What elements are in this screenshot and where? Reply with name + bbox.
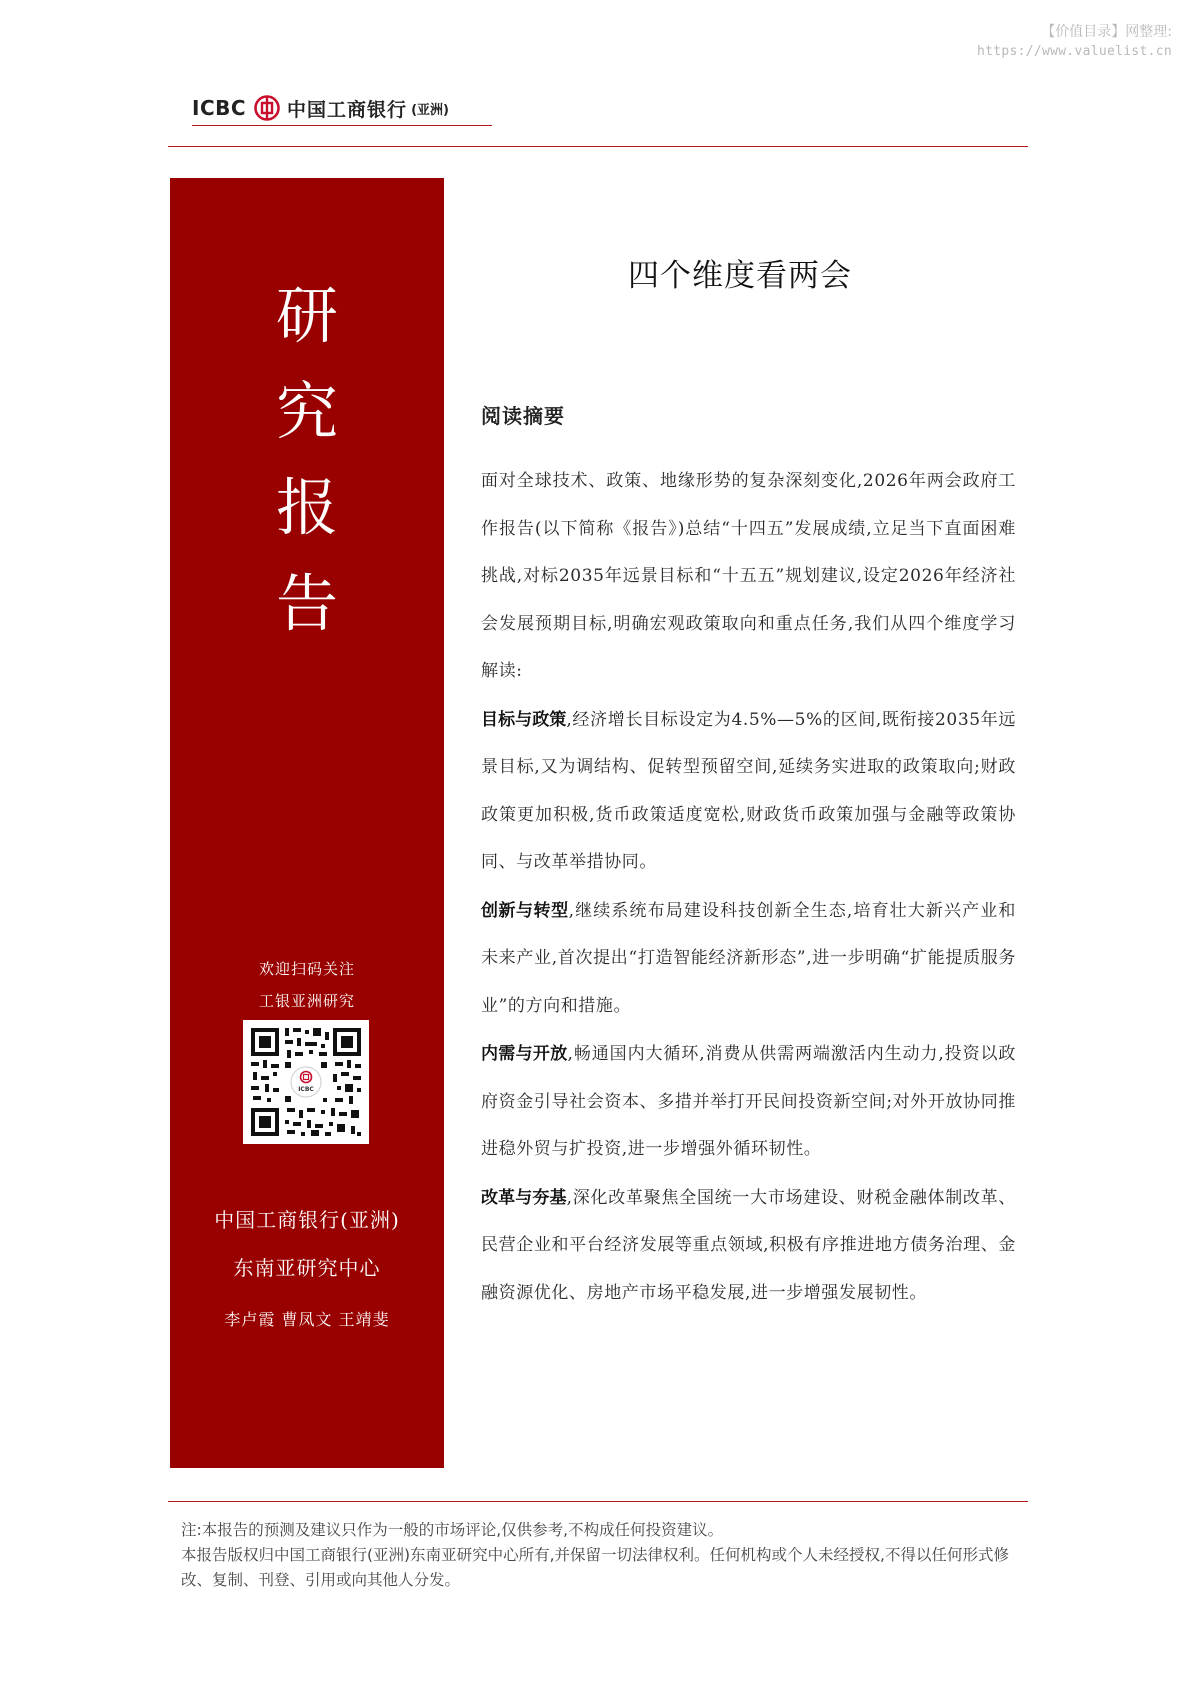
section-paragraph [481, 697, 1016, 887]
follow-line1: 欢迎扫码关注 [258, 960, 355, 978]
logo-latin-text: ICBC [192, 96, 247, 120]
org-line1: 中国工商银行(亚洲) [214, 1208, 400, 1232]
watermark-url: https://www.valuelist.cn [976, 44, 1172, 59]
org-line2: 东南亚研究中心 [233, 1256, 381, 1280]
icbc-emblem-icon [254, 95, 280, 121]
header-divider [168, 146, 1028, 147]
footer-divider [168, 1501, 1028, 1502]
disclaimer-note: 注:本报告的预测及建议只作为一般的市场评论,仅供参考,不构成任何投资建议。 [181, 1521, 724, 1539]
sidebar-char: 告 [275, 567, 338, 640]
section-lead: 改革与夯基 [481, 1187, 567, 1208]
watermark-line1: 【价值目录】网整理: [1041, 24, 1172, 40]
section-lead: 创新与转型 [481, 900, 569, 921]
qr-center-label: ICBC [298, 1086, 314, 1093]
section-text: ,经济增长目标设定为4.5%—5%的区间,既衔接2035年远景目标,又为调结构、促转型预留空间,延续务实进取的政策取向;财政政策更加积极,货币政策适度宽松,财政货币政策加强与金融等政策协同、与改革举措协同。 [481, 709, 1017, 872]
section-lead: 内需与开放 [481, 1044, 568, 1064]
disclaimer [181, 1518, 1021, 1593]
report-title: 四个维度看两会 [628, 258, 852, 294]
report-sidebar [170, 178, 444, 1468]
sidebar-char: 报 [275, 471, 338, 544]
research-center [170, 1196, 444, 1292]
watermark [977, 22, 1172, 62]
intro-paragraph: 面对全球技术、政策、地缘形势的复杂深刻变化,2026年两会政府工作报告(以下简称《报告》)总结“十四五”发展成绩,立足当下直面困难挑战,对标2035年远景目标和“十五五”规划建议,设定2026年经济社会发展预期目标,明确宏观政策取向和重点任务,我们从四个维度学习解读: [481, 471, 1016, 681]
section-text: ,深化改革聚焦全国统一大市场建设、财税金融体制改革、民营企业和平台经济发展等重点领域,积极有序推进地方债务治理、金融资源优化、房地产市场平稳发展,进一步增强发展韧性。 [481, 1187, 1016, 1303]
section-text: ,畅通国内大循环,消费从供需两端激活内生动力,投资以政府资金引导社会资本、多措并举打开民间投资新空间;对外开放协同推进稳外贸与扩投资,进一步增强外循环韧性。 [481, 1044, 1016, 1159]
sidebar-report-label [170, 268, 444, 652]
icbc-logo [192, 94, 449, 122]
section-paragraph [481, 1175, 1016, 1318]
section-paragraph [481, 888, 1016, 1031]
logo-chinese-name: 中国工商银行 [287, 98, 408, 121]
abstract-heading: 阅读摘要 [481, 404, 565, 428]
qr-code[interactable] [243, 1020, 369, 1144]
logo-region: (亚洲) [411, 102, 449, 118]
section-lead: 目标与政策 [481, 709, 567, 730]
section-paragraph [481, 1031, 1016, 1174]
sidebar-char: 研 [275, 279, 338, 352]
section-text: ,继续系统布局建设科技创新全生态,培育壮大新兴产业和未来产业,首次提出“打造智能经济新形态”,进一步明确“扩能提质服务业”的方向和措施。 [481, 900, 1016, 1016]
abstract-body [481, 458, 1016, 1317]
follow-prompt [170, 953, 444, 1017]
qr-code-icon [243, 1020, 369, 1144]
sidebar-char: 究 [275, 375, 338, 448]
authors: 李卢霞 曹凤文 王靖斐 [224, 1310, 390, 1329]
logo-underline [192, 125, 492, 126]
copyright-note: 本报告版权归中国工商银行(亚洲)东南亚研究中心所有,并保留一切法律权利。任何机构或个人未经授权,不得以任何形式修改、复制、刊登、引用或向其他人分发。 [181, 1546, 1009, 1589]
follow-line2: 工银亚洲研究 [258, 992, 355, 1010]
